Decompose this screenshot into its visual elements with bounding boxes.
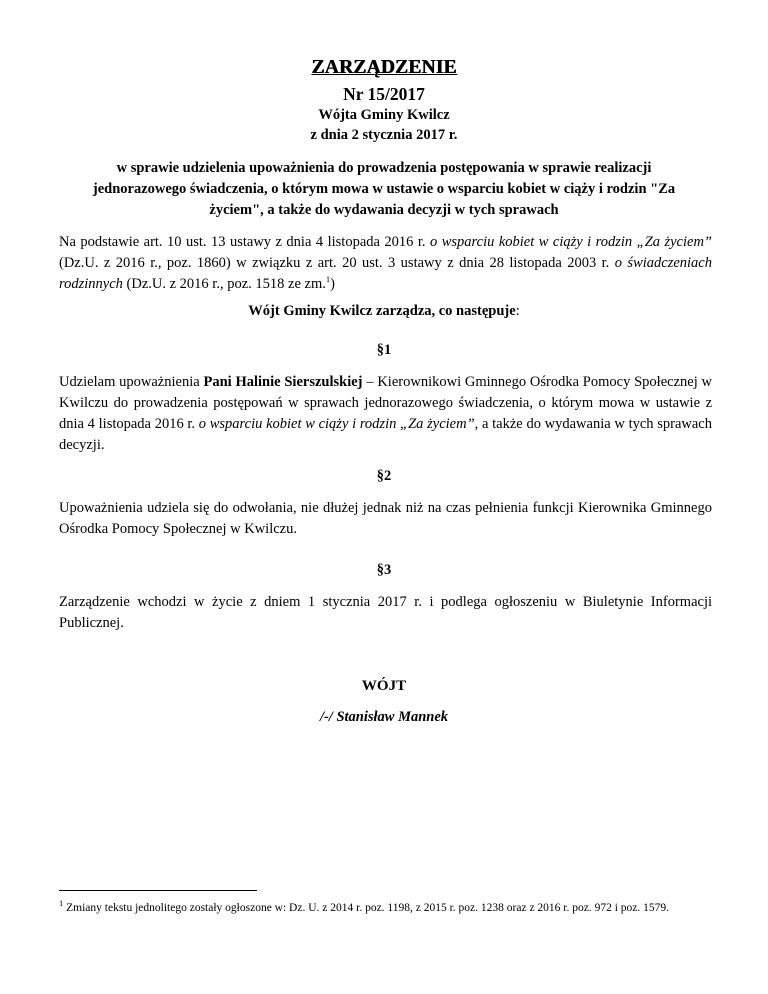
- document-subject: w sprawie udzielenia upoważnienia do prowadzenia postępowania w sprawie realizacji jednorazowego świadczenia, o którym mowa w ustawie o wsparciu kobiet w ciąży i rodzin "Za życiem", a także do wydawania decyzji w tych sprawach: [92, 160, 676, 218]
- section-1-text-3: , a także do wydawania w tych sprawach decyzji.: [59, 416, 712, 453]
- section-3-paragraph: Zarządzenie wchodzi w życie z dniem 1 stycznia 2017 r. i podlega ogłoszeniu w Biuletynie Informacji Publicznej.: [59, 594, 712, 631]
- section-1-heading: §1: [376, 342, 392, 358]
- footnote-divider: [59, 890, 257, 891]
- section-2-paragraph: Upoważnienia udziela się do odwołania, nie dłużej jednak niż na czas pełnienia funkcji Kierownika Gminnego Ośrodka Pomocy Społecznej w Kwilczu.: [59, 500, 712, 537]
- footnote: [59, 900, 712, 916]
- orders-statement-text: Wójt Gminy Kwilcz zarządza, co następuje: [248, 303, 516, 319]
- section-3-heading: §3: [376, 562, 392, 578]
- document-date: z dnia 2 stycznia 2017 r.: [310, 127, 458, 143]
- document-issuer: Wójta Gminy Kwilcz: [318, 107, 450, 123]
- section-2-heading: §2: [376, 468, 392, 484]
- legal-basis-text-1: Na podstawie art. 10 ust. 13 ustawy z dnia 4 listopada 2016 r.: [59, 234, 431, 250]
- section-1-paragraph: [59, 372, 712, 456]
- footnote-text: Zmiany tekstu jednolitego zostały ogłoszone w: Dz. U. z 2014 r. poz. 1198, z 2015 r. poz. 1238 oraz z 2016 r. poz. 972 i poz. 1579.: [63, 902, 670, 914]
- footnote-marker: 1: [59, 898, 64, 909]
- section-1-person-name: Pani Halinie Sierszulskiej: [203, 374, 363, 390]
- section-1-act-title: o wsparciu kobiet w ciąży i rodzin „Za życiem”: [198, 416, 475, 432]
- legal-basis-text-4: ): [330, 276, 335, 292]
- footnote-reference: 1: [325, 274, 331, 285]
- legal-basis-text-2: (Dz.U. z 2016 r., poz. 1860) w związku z art. 20 ust. 3 ustawy z dnia 28 listopada 2003 r.: [59, 255, 615, 271]
- legal-basis-act-1: o wsparciu kobiet w ciąży i rodzin „Za życiem”: [430, 234, 712, 250]
- section-1-text-2: – Kierownikowi Gminnego Ośrodka Pomocy Społecznej w Kwilczu do prowadzenia postępowań w sprawach jednorazowego świadczenia, o którym mowa w ustawie z dnia 4 listopada 2016 r.: [59, 374, 712, 432]
- legal-basis-paragraph: [59, 232, 712, 295]
- section-1-text-1: Udzielam upoważnienia: [59, 374, 204, 390]
- legal-basis-text-3: (Dz.U. z 2016 r., poz. 1518 ze zm.: [122, 276, 326, 292]
- legal-basis-act-2: o świadczeniach rodzinnych: [59, 255, 712, 292]
- document-title: ZARZĄDZENIE: [311, 57, 457, 78]
- signature-title: WÓJT: [361, 678, 407, 694]
- signature-name: /-/ Stanisław Mannek: [319, 709, 449, 725]
- orders-statement-colon: :: [515, 303, 520, 319]
- document-number: Nr 15/2017: [343, 84, 425, 104]
- orders-statement: [0, 303, 768, 320]
